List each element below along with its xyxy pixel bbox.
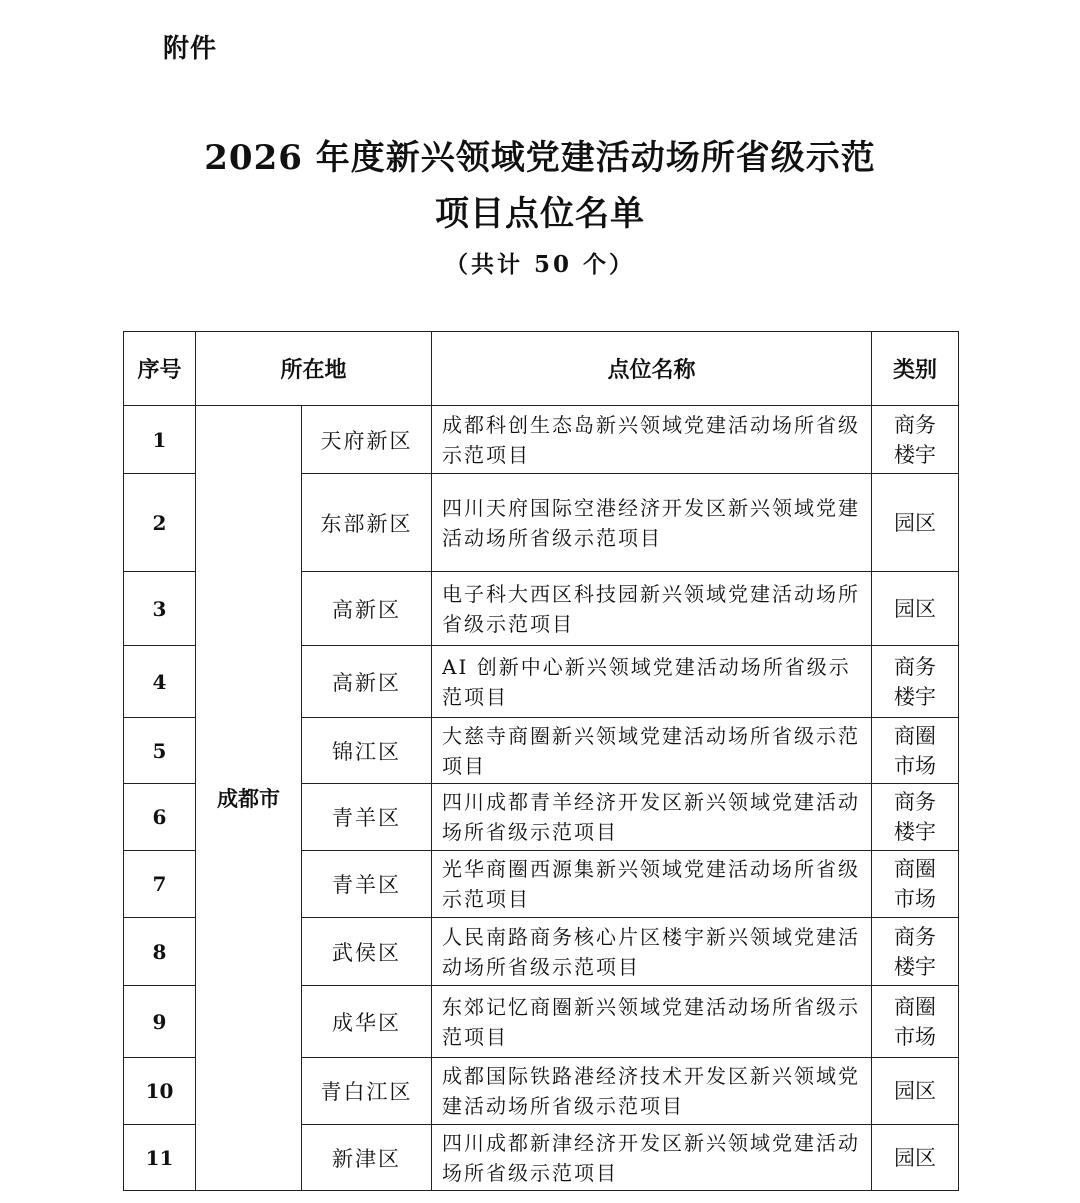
row-category	[872, 718, 959, 784]
row-district: 青羊区	[302, 784, 432, 851]
row-district: 新津区	[302, 1125, 432, 1191]
row-category	[872, 1058, 959, 1125]
document-title-line-2: 项目点位名单	[435, 194, 645, 234]
row-category	[872, 986, 959, 1058]
row-no: 7	[124, 851, 196, 918]
document-subtitle: （共计 50 个）	[444, 251, 636, 278]
row-category	[872, 851, 959, 918]
row-no: 10	[124, 1058, 196, 1125]
row-no: 1	[124, 406, 196, 474]
row-project-name: 人民南路商务核心片区楼宇新兴领域党建活动场所省级示范项目	[432, 918, 872, 986]
row-no: 3	[124, 572, 196, 646]
row-category	[872, 406, 959, 474]
row-district: 武侯区	[302, 918, 432, 986]
header-no: 序号	[124, 332, 196, 406]
row-project-name: 四川成都新津经济开发区新兴领域党建活动场所省级示范项目	[432, 1125, 872, 1191]
row-category-text: 园区	[894, 510, 937, 535]
row-category	[872, 572, 959, 646]
row-project-name: 电子科大西区科技园新兴领域党建活动场所省级示范项目	[432, 572, 872, 646]
row-category-text: 商务楼宇	[894, 924, 937, 979]
row-no: 11	[124, 1125, 196, 1191]
row-no: 9	[124, 986, 196, 1058]
row-category-text: 园区	[894, 1079, 937, 1103]
row-project-name: 四川天府国际空港经济开发区新兴领域党建活动场所省级示范项目	[432, 474, 872, 572]
row-no: 6	[124, 784, 196, 851]
row-category-text: 商圈市场	[894, 723, 937, 778]
attachment-label: 附件	[163, 34, 218, 64]
row-category	[872, 784, 959, 851]
row-district: 成华区	[302, 986, 432, 1058]
row-category-text: 商务楼宇	[894, 412, 937, 467]
header-category: 类别	[872, 332, 959, 406]
row-category	[872, 1125, 959, 1191]
project-list-table	[123, 331, 959, 1191]
row-district: 高新区	[302, 572, 432, 646]
row-project-name: 成都国际铁路港经济技术开发区新兴领域党建活动场所省级示范项目	[432, 1058, 872, 1125]
row-project-name: 大慈寺商圈新兴领域党建活动场所省级示范项目	[432, 718, 872, 784]
row-district: 锦江区	[302, 718, 432, 784]
row-project-name: 四川成都青羊经济开发区新兴领域党建活动场所省级示范项目	[432, 784, 872, 851]
row-category-text: 商圈市场	[894, 994, 937, 1049]
header-location: 所在地	[196, 332, 432, 406]
row-project-name: 成都科创生态岛新兴领域党建活动场所省级示范项目	[432, 406, 872, 474]
row-project-name: AI 创新中心新兴领域党建活动场所省级示范项目	[432, 646, 872, 718]
city-cell: 成都市	[196, 406, 302, 1191]
row-category-text: 园区	[894, 596, 937, 621]
row-project-name: 东郊记忆商圈新兴领域党建活动场所省级示范项目	[432, 986, 872, 1058]
row-category-text: 商圈市场	[894, 857, 937, 911]
row-district: 东部新区	[302, 474, 432, 572]
row-district: 青白江区	[302, 1058, 432, 1125]
row-category	[872, 646, 959, 718]
row-district: 天府新区	[302, 406, 432, 474]
row-no: 4	[124, 646, 196, 718]
row-district: 青羊区	[302, 851, 432, 918]
table-row	[124, 406, 959, 474]
row-category-text: 园区	[894, 1145, 937, 1170]
row-no: 5	[124, 718, 196, 784]
row-category-text: 商务楼宇	[894, 654, 937, 709]
document-title-line-1: 2026 年度新兴领域党建活动场所省级示范	[204, 138, 876, 178]
row-no: 8	[124, 918, 196, 986]
header-name: 点位名称	[432, 332, 872, 406]
row-district: 高新区	[302, 646, 432, 718]
row-no: 2	[124, 474, 196, 572]
row-category-text: 商务楼宇	[894, 790, 937, 844]
row-category	[872, 474, 959, 572]
row-project-name: 光华商圈西源集新兴领域党建活动场所省级示范项目	[432, 851, 872, 918]
table-header-row	[124, 332, 959, 406]
row-category	[872, 918, 959, 986]
